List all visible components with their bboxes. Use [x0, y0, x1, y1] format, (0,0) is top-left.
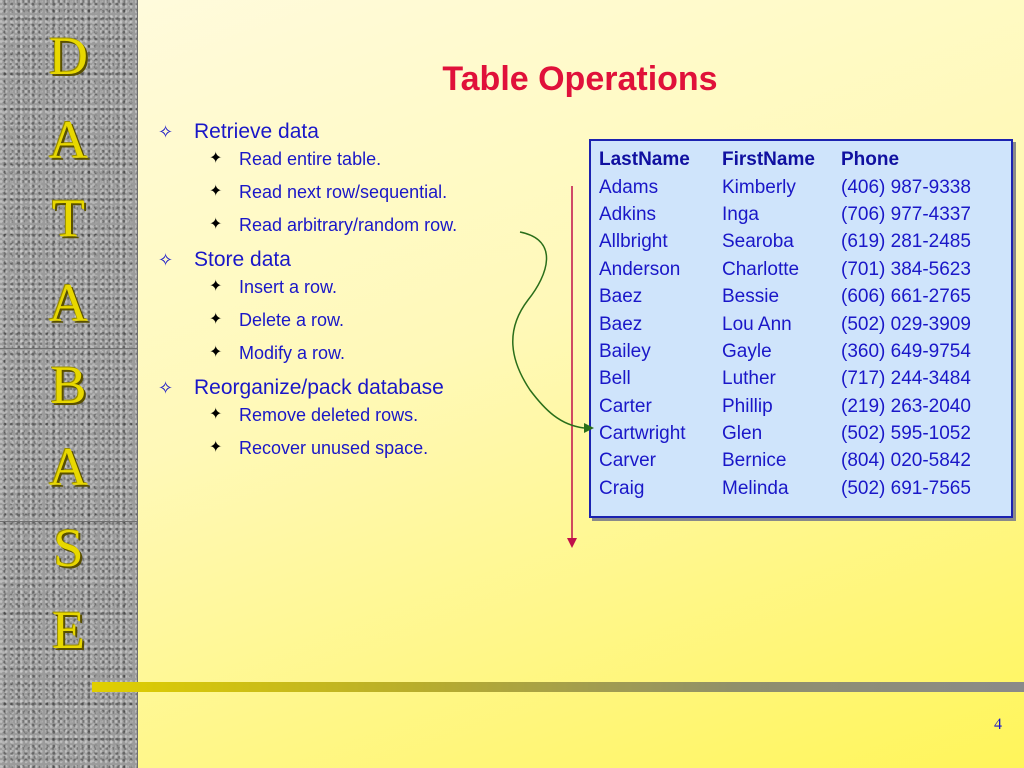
sub-bullet-text: Read next row/sequential.: [239, 182, 448, 202]
side-letter: T: [52, 188, 85, 248]
side-letter: E: [52, 600, 85, 660]
table-row: [599, 228, 981, 255]
sub-bullet-star-icon: ✦: [209, 278, 223, 295]
sub-bullet-star-icon: ✦: [209, 150, 223, 167]
table-row: [599, 447, 981, 474]
bullet-star-icon: ✧: [158, 250, 174, 270]
cell-firstname: Glen: [722, 423, 763, 445]
bullet-store-data: [158, 246, 548, 275]
cell-lastname: Adkins: [599, 203, 657, 225]
bullet-star-icon: ✧: [158, 122, 174, 142]
panel-divider: [0, 348, 137, 349]
cell-lastname: Carter: [599, 395, 652, 417]
sub-bullet: [158, 308, 548, 341]
sub-bullet-star-icon: ✦: [209, 216, 223, 233]
side-letter: A: [49, 110, 88, 170]
cell-firstname: Luther: [722, 368, 776, 390]
cell-phone: (219) 263-2040: [841, 395, 971, 417]
sub-bullet-star-icon: ✦: [209, 439, 223, 456]
bullet-outline: [158, 118, 548, 469]
cell-lastname: Baez: [599, 313, 643, 335]
slide-page-number: 4: [994, 716, 1002, 733]
bullet-text: Retrieve data: [194, 120, 319, 143]
sub-bullet-text: Read arbitrary/random row.: [239, 215, 458, 235]
cell-lastname: Anderson: [599, 258, 681, 280]
table-row: [599, 365, 981, 392]
cell-phone: (701) 384-5623: [841, 258, 971, 280]
cell-firstname: Gayle: [722, 340, 772, 362]
side-letter: B: [50, 355, 87, 415]
database-side-panel: [0, 0, 138, 768]
sub-bullet: [158, 275, 548, 308]
cell-phone: (804) 020-5842: [841, 450, 971, 472]
sub-bullet-star-icon: ✦: [209, 183, 223, 200]
bullet-reorganize-database: [158, 374, 548, 403]
cell-phone: (502) 595-1052: [841, 423, 971, 445]
cell-phone: (717) 244-3484: [841, 368, 971, 390]
bullet-text: Reorganize/pack database: [194, 376, 444, 399]
cell-firstname: Kimberly: [722, 176, 796, 198]
sub-bullet-star-icon: ✦: [209, 406, 223, 423]
sub-bullet-text: Recover unused space.: [239, 438, 429, 458]
column-header-firstname: FirstName: [722, 149, 815, 171]
table-row: [599, 393, 981, 420]
table-row: [599, 338, 981, 365]
cell-phone: (706) 977-4337: [841, 203, 971, 225]
table-header-row: [599, 146, 981, 173]
table-row: [599, 256, 981, 283]
sub-bullet-star-icon: ✦: [209, 311, 223, 328]
table-row: [599, 310, 981, 337]
sub-bullet-text: Remove deleted rows.: [239, 405, 419, 425]
cell-lastname: Bailey: [599, 340, 651, 362]
sub-bullet-text: Read entire table.: [239, 149, 382, 169]
sub-bullet-text: Insert a row.: [239, 277, 338, 297]
sub-bullet: [158, 436, 548, 469]
bullet-retrieve-data: [158, 118, 548, 147]
side-letter: D: [49, 26, 88, 86]
cell-firstname: Melinda: [722, 477, 789, 499]
sub-bullet: [158, 213, 548, 246]
phone-list-table: [599, 146, 981, 502]
cell-phone: (606) 661-2765: [841, 286, 971, 308]
sub-bullet: [158, 341, 548, 374]
sub-bullet-star-icon: ✦: [209, 344, 223, 361]
sub-bullet: [158, 403, 548, 436]
footer-divider-bar: [92, 682, 1024, 692]
cell-lastname: Adams: [599, 176, 659, 198]
cell-lastname: Bell: [599, 368, 631, 390]
column-header-lastname: LastName: [599, 149, 690, 171]
cell-lastname: Baez: [599, 286, 643, 308]
cell-lastname: Craig: [599, 477, 645, 499]
side-letter: A: [49, 273, 88, 333]
cell-phone: (360) 649-9754: [841, 340, 971, 362]
phone-list-table-box: [589, 139, 1013, 518]
cell-firstname: Bernice: [722, 450, 787, 472]
side-letter: A: [49, 437, 88, 497]
slide-title: Table Operations: [442, 60, 718, 98]
cell-firstname: Bessie: [722, 286, 780, 308]
sequential-read-arrow: [567, 186, 577, 548]
column-header-phone: Phone: [841, 149, 900, 171]
table-row: [599, 173, 981, 200]
cell-firstname: Lou Ann: [722, 313, 792, 335]
sub-bullet-text: Delete a row.: [239, 310, 345, 330]
cell-phone: (502) 029-3909: [841, 313, 971, 335]
cell-firstname: Searoba: [722, 231, 794, 253]
cell-phone: (502) 691-7565: [841, 477, 971, 499]
side-letter: S: [53, 518, 84, 578]
table-row: [599, 201, 981, 228]
sub-bullet: [158, 180, 548, 213]
bullet-text: Store data: [194, 248, 291, 271]
cell-lastname: Allbright: [599, 231, 668, 253]
cell-lastname: Carver: [599, 450, 657, 472]
cell-firstname: Inga: [722, 203, 759, 225]
cell-phone: (619) 281-2485: [841, 231, 971, 253]
cell-firstname: Charlotte: [722, 258, 800, 280]
table-row: [599, 283, 981, 310]
bullet-star-icon: ✧: [158, 378, 174, 398]
table-row: [599, 420, 981, 447]
sub-bullet: [158, 147, 548, 180]
cell-firstname: Phillip: [722, 395, 773, 417]
sub-bullet-text: Modify a row.: [239, 343, 346, 363]
cell-lastname: Cartwright: [599, 423, 686, 445]
table-row: [599, 475, 981, 502]
cell-phone: (406) 987-9338: [841, 176, 971, 198]
